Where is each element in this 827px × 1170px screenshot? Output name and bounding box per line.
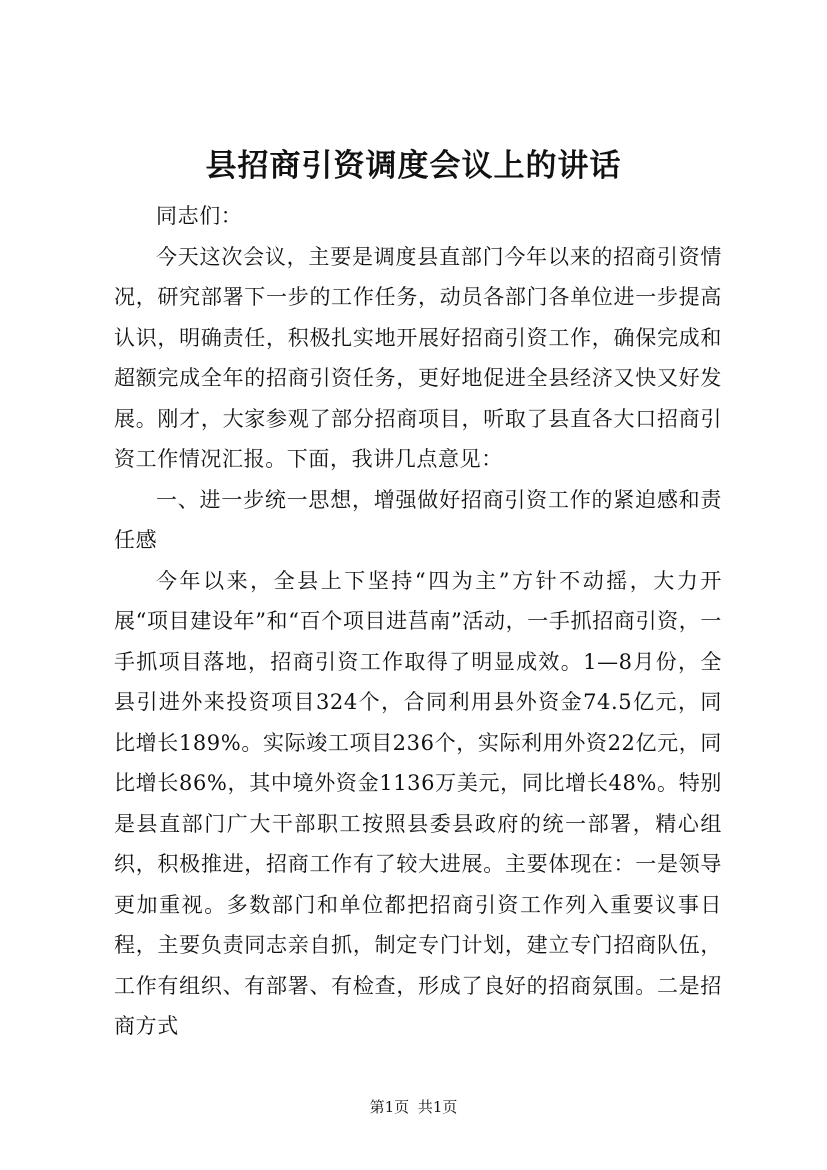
document-body	[114, 196, 722, 1047]
salutation: 同志们：	[156, 204, 243, 228]
section-heading-1: 一、进一步统一思想，增强做好招商引资工作的紧迫感和责任感	[114, 487, 722, 552]
page-total: 共1页	[417, 1098, 458, 1116]
page-number: 第1页	[369, 1098, 410, 1116]
body-paragraph: 今年以来，全县上下坚持“四为主”方针不动摇，大力开展“项目建设年”和“百个项目进莒南”活动，一手抓招商引资，一手抓项目落地，招商引资工作取得了明显成效。1—8月份，全县引进外来投资项目324个，合同利用县外资金74.5亿元，同比增长189%。实际竣工项目236个，实际利用外资22亿元，同比增长86%，其中境外资金1136万美元，同比增长48%。特别是县直部门广大干部职工按照县委县政府的统一部署，精心组织，积极推进，招商工作有了较大进展。主要体现在：一是领导更加重视。多数部门和单位都把招商引资工作列入重要议事日程，主要负责同志亲自抓，制定专门计划，建立专门招商队伍，工作有组织、有部署、有检查，形成了良好的招商氛围。二是招商方式	[114, 568, 722, 1038]
document-title: 县招商引资调度会议上的讲话	[205, 148, 622, 184]
intro-paragraph: 今天这次会议，主要是调度县直部门今年以来的招商引资情况，研究部署下一步的工作任务，动员各部门各单位进一步提高认识，明确责任，积极扎实地开展好招商引资工作，确保完成和超额完成全年的招商引资任务，更好地促进全县经济又快又好发展。刚才，大家参观了部分招商项目，听取了县直各大口招商引资工作情况汇报。下面，我讲几点意见：	[114, 244, 722, 471]
page-footer	[0, 1097, 827, 1117]
